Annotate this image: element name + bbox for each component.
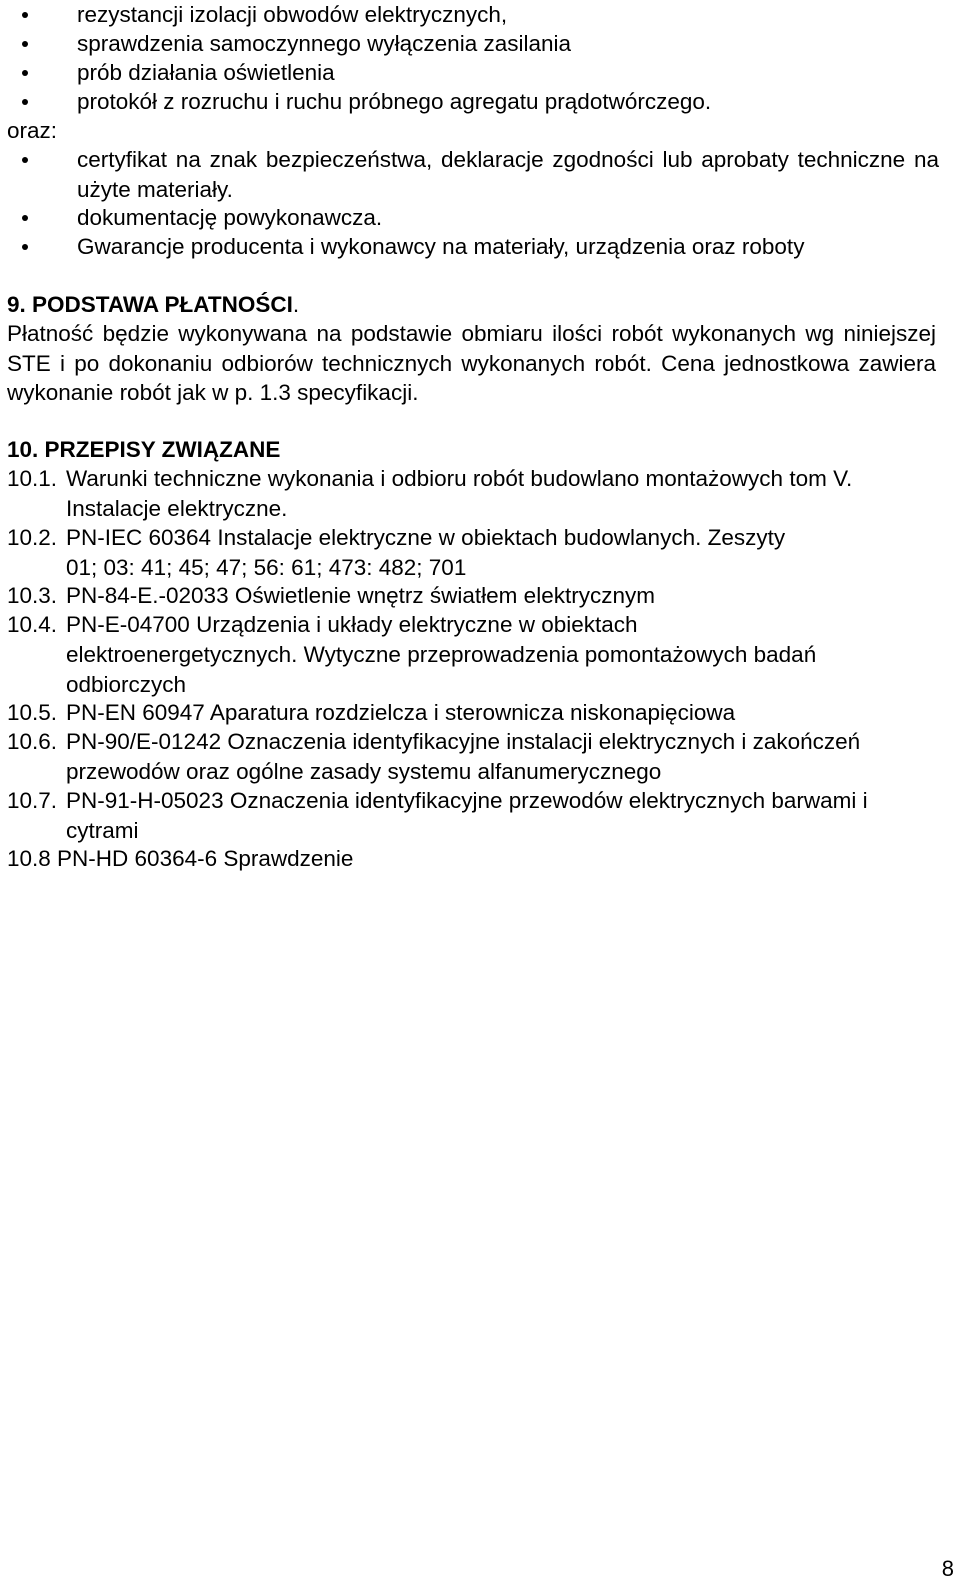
- bullet-icon: [22, 70, 28, 76]
- page-number: 8: [941, 1556, 954, 1581]
- list-item-text: rezystancji izolacji obwodów elektrycznych,: [77, 2, 508, 27]
- ref-text: PN-IEC 60364 Instalacje elektryczne w obiektach budowlanych. Zeszyty 01; 03: 41; 45; 47; 56: 61; 473: 482; 701: [66, 525, 786, 580]
- bullet-icon: [22, 215, 28, 221]
- section-9-heading: [7, 290, 299, 320]
- list-item-text: sprawdzenia samoczynnego wyłączenia zasilania: [77, 31, 572, 56]
- ref-text: PN-EN 60947 Aparatura rozdzielcza i sterownicza niskonapięciowa: [66, 700, 736, 725]
- section-9-heading-text: 9. PODSTAWA PŁATNOŚCI: [7, 292, 293, 317]
- oraz-label: oraz:: [7, 118, 58, 143]
- ref-text: PN-91-H-05023 Oznaczenia identyfikacyjne przewodów elektrycznych barwami i cytrami: [66, 788, 868, 843]
- list-item-text: dokumentację powykonawcza.: [77, 205, 383, 230]
- ref-number: 10.7.: [7, 788, 58, 813]
- section-9-paragraph: Płatność będzie wykonywana na podstawie obmiaru ilości robót wykonanych wg niniejszej STE i po dokonaniu odbiorów technicznych wykonanych robót. Cena jednostkowa zawiera wykonanie robót jak w p. 1.3 specyfikacji.: [7, 321, 936, 405]
- list-item-text: prób działania oświetlenia: [77, 60, 335, 85]
- list-item-text: Gwarancje producenta i wykonawcy na materiały, urządzenia oraz roboty: [77, 234, 805, 259]
- list-item-text: certyfikat na znak bezpieczeństwa, deklaracje zgodności lub aprobaty techniczne na użyte materiały.: [77, 147, 939, 202]
- ref-number: 10.5.: [7, 700, 58, 725]
- bullet-icon: [22, 244, 28, 250]
- ref-text: PN-90/E-01242 Oznaczenia identyfikacyjne instalacji elektrycznych i zakończeń przewodów oraz ogólne zasady systemu alfanumerycznego: [66, 729, 861, 784]
- ref-number: 10.1.: [7, 466, 58, 491]
- ref-number: 10.4.: [7, 612, 58, 637]
- section-9-heading-suffix: .: [292, 292, 300, 317]
- ref-number: 10.2.: [7, 525, 58, 550]
- ref-number: 10.3.: [7, 583, 58, 608]
- list-item-text: protokół z rozruchu i ruchu próbnego agregatu prądotwórczego.: [77, 89, 712, 114]
- bullet-icon: [22, 99, 28, 105]
- bullet-icon: [22, 12, 28, 18]
- ref-text: PN-84-E.-02033 Oświetlenie wnętrz światłem elektrycznym: [66, 583, 655, 608]
- bullet-icon: [22, 41, 28, 47]
- section-10-heading: 10. PRZEPISY ZWIĄZANE: [7, 437, 281, 462]
- bullet-icon: [22, 157, 28, 163]
- ref-text: PN-E-04700 Urządzenia i układy elektryczne w obiektach elektroenergetycznych. Wytyczne przeprowadzenia pomontażowych badań odbiorczych: [66, 612, 817, 697]
- ref-number: 10.6.: [7, 729, 58, 754]
- ref-text: Warunki techniczne wykonania i odbioru robót budowlano montażowych tom V. Instalacje elektryczne.: [66, 466, 853, 521]
- ref-item-last: 10.8 PN-HD 60364-6 Sprawdzenie: [7, 846, 354, 871]
